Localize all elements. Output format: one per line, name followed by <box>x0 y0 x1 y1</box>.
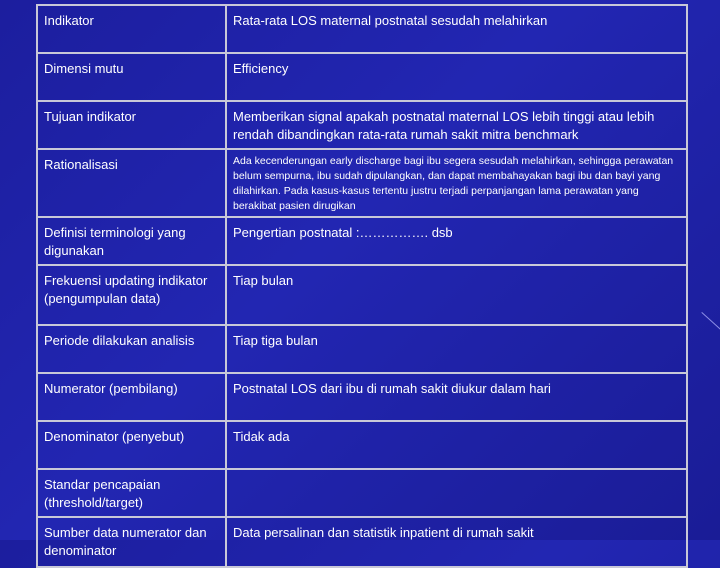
row-label: Numerator (pembilang) <box>37 373 226 421</box>
table-row <box>37 265 687 325</box>
row-label: Sumber data numerator dan denominator <box>37 517 226 567</box>
row-label: Standar pencapaian (threshold/target) <box>37 469 226 517</box>
row-value: Efficiency <box>226 53 687 101</box>
table-row <box>37 469 687 517</box>
row-label: Rationalisasi <box>37 149 226 217</box>
row-label: Definisi terminologi yang digunakan <box>37 217 226 265</box>
row-value: Pengertian postnatal :……………. dsb <box>226 217 687 265</box>
table-row <box>37 53 687 101</box>
table-row <box>37 373 687 421</box>
table-row <box>37 517 687 567</box>
table-row <box>37 217 687 265</box>
row-value: Memberikan signal apakah postnatal maternal LOS lebih tinggi atau lebih rendah dibandingkan rata-rata rumah sakit mitra benchmark <box>226 101 687 149</box>
row-label: Periode dilakukan analisis <box>37 325 226 373</box>
row-label: Dimensi mutu <box>37 53 226 101</box>
indicator-table <box>36 4 688 568</box>
row-value: Rata-rata LOS maternal postnatal sesudah melahirkan <box>226 5 687 53</box>
row-label: Indikator <box>37 5 226 53</box>
row-value: Tidak ada <box>226 421 687 469</box>
row-value: Data persalinan dan statistik inpatient di rumah sakit <box>226 517 687 567</box>
row-label: Tujuan indikator <box>37 101 226 149</box>
row-value <box>226 469 687 517</box>
table-row <box>37 149 687 217</box>
row-value: Tiap bulan <box>226 265 687 325</box>
table-row <box>37 421 687 469</box>
decorative-slide-line <box>701 312 720 335</box>
row-value: Tiap tiga bulan <box>226 325 687 373</box>
row-label: Denominator (penyebut) <box>37 421 226 469</box>
row-label: Frekuensi updating indikator (pengumpulan data) <box>37 265 226 325</box>
table-row <box>37 101 687 149</box>
row-value: Postnatal LOS dari ibu di rumah sakit diukur dalam hari <box>226 373 687 421</box>
table-row <box>37 5 687 53</box>
row-value: Ada kecenderungan early discharge bagi ibu segera sesudah melahirkan, sehingga perawatan belum sempurna, ibu sudah dipulangkan, dan dapat membahayakan bagi ibu dan bayi yang dilahirkan. Pada kasus-kasus tertentu justru terjadi perpanjangan lama perawatan yang berakibat pasien dirugikan <box>226 149 687 217</box>
table-row <box>37 325 687 373</box>
